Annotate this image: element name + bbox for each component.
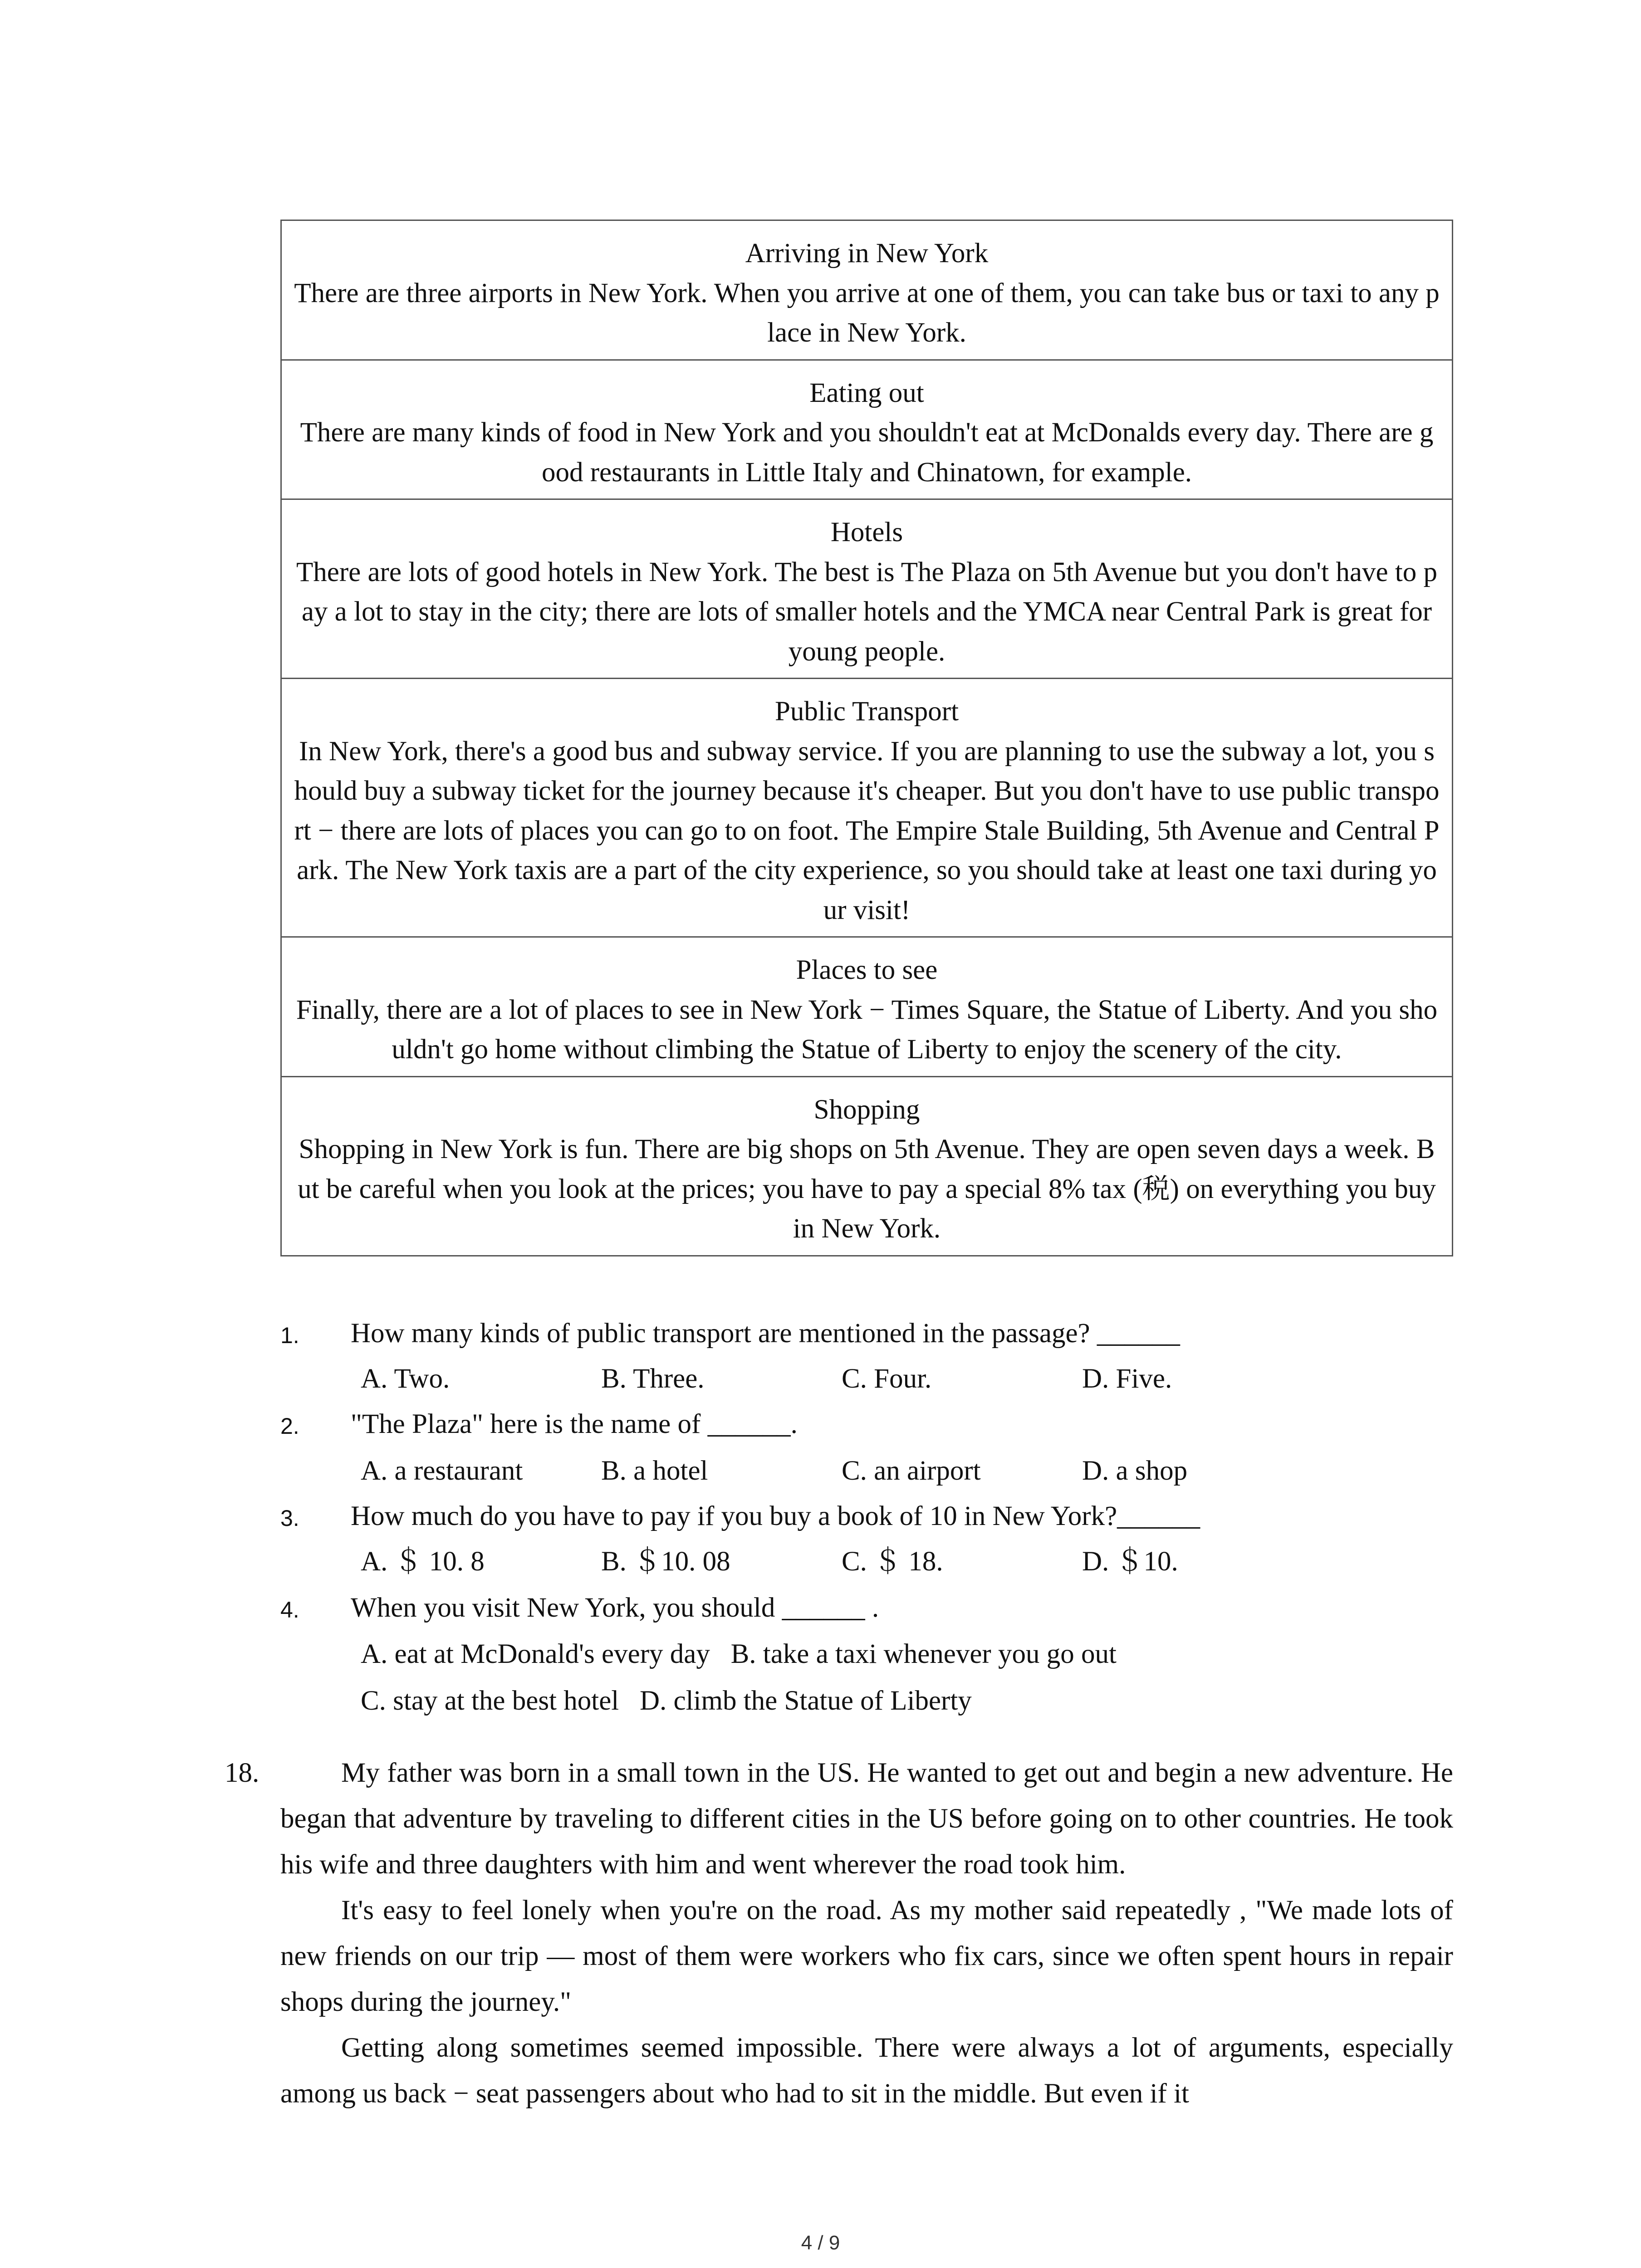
passage-paragraph: My father was born in a small town in the US. He wanted to get out and begin a new adventure. He began that adventure by traveling to different cities in the US before going on to other countries. He took his wife and three daughters with him and went wherever the road took him. bbox=[280, 1758, 1453, 1880]
table-section-shopping bbox=[282, 1077, 1452, 1255]
options-line: C. stay at the best hotel D. climb the Statue of Liberty bbox=[361, 1686, 972, 1716]
passage-paragraph: It's easy to feel lonely when you're on the road. As my mother said repeatedly , "We made lots of new friends on our trip — most of them were workers who fix cars, since we often spent hours in repair shops during the journey." bbox=[280, 1895, 1453, 2017]
section-body: There are many kinds of food in New York and you shouldn't eat at McDonalds every day. There are good restaurants in Little Italy and Chinatown, for example. bbox=[300, 417, 1434, 488]
question-stem: How many kinds of public transport are mentioned in the passage? ______ bbox=[351, 1318, 1180, 1349]
passage-18 bbox=[280, 1750, 1453, 2116]
option-b: B. ＄10. 08 bbox=[601, 1546, 730, 1577]
option-b: B. a hotel bbox=[601, 1456, 708, 1486]
table-section-public-transport bbox=[282, 679, 1452, 938]
question-number: 4. bbox=[280, 1597, 299, 1623]
table-section-eating-out bbox=[282, 361, 1452, 500]
section-title: Arriving in New York bbox=[745, 238, 989, 269]
section-body: There are three airports in New York. When you arrive at one of them, you can take bus or taxi to any place in New York. bbox=[294, 278, 1440, 348]
option-a: A. ＄ 10. 8 bbox=[361, 1546, 485, 1577]
section-title: Shopping bbox=[813, 1094, 920, 1125]
option-a: A. a restaurant bbox=[361, 1456, 523, 1486]
section-body: There are lots of good hotels in New York. The best is The Plaza on 5th Avenue but you don't have to pay a lot to stay in the city; there are lots of smaller hotels and the YMCA near Central Park is great for young people. bbox=[296, 557, 1437, 667]
info-table bbox=[280, 220, 1453, 1256]
table-section-places-to-see bbox=[282, 938, 1452, 1077]
section-body: Shopping in New York is fun. There are big shops on 5th Avenue. They are open seven days a week. But be careful when you look at the prices; you have to pay a special 8% tax (税) on everything you buy in New York. bbox=[298, 1134, 1436, 1244]
passage-number: 18. bbox=[225, 1758, 260, 1788]
page-number: 4 / 9 bbox=[801, 2232, 840, 2254]
option-d: D. Five. bbox=[1082, 1364, 1172, 1394]
option-b: B. Three. bbox=[601, 1364, 705, 1394]
section-title: Eating out bbox=[809, 377, 924, 408]
question-number: 2. bbox=[280, 1413, 299, 1439]
question-stem: How much do you have to pay if you buy a book of 10 in New York?______ bbox=[351, 1501, 1200, 1531]
section-title: Public Transport bbox=[774, 696, 959, 727]
option-a: A. Two. bbox=[361, 1364, 450, 1394]
table-section-hotels bbox=[282, 500, 1452, 679]
question-stem: "The Plaza" here is the name of ______. bbox=[351, 1409, 798, 1439]
section-body: Finally, there are a lot of places to see in New York − Times Square, the Statue of Liberty. And you shouldn't go home without climbing the Statue of Liberty to enjoy the scenery of the city. bbox=[296, 994, 1438, 1065]
section-body: In New York, there's a good bus and subway service. If you are planning to use the subway a lot, you should buy a subway ticket for the journey because it's cheaper. But you don't have to use public transport − there are lots of places you can go to on foot. The Empire Stale Building, 5th Avenue and Central Park. The New York taxis are a part of the city experience, so you should take at least one taxi during your visit! bbox=[294, 736, 1440, 925]
table-section-arriving bbox=[282, 221, 1452, 361]
question-number: 1. bbox=[280, 1323, 299, 1348]
section-title: Hotels bbox=[830, 517, 903, 547]
option-d: D. a shop bbox=[1082, 1456, 1188, 1486]
option-c: C. Four. bbox=[842, 1364, 932, 1394]
option-c: C. ＄ 18. bbox=[842, 1546, 943, 1577]
option-d: D. ＄10. bbox=[1082, 1546, 1178, 1577]
question-stem: When you visit New York, you should ______ . bbox=[351, 1593, 879, 1623]
question-number: 3. bbox=[280, 1505, 299, 1531]
options-line: A. eat at McDonald's every day B. take a taxi whenever you go out bbox=[361, 1639, 1117, 1669]
passage-paragraph: Getting along sometimes seemed impossible. There were always a lot of arguments, especially among us back − seat passengers about who had to sit in the middle. But even if it bbox=[280, 2033, 1453, 2109]
section-title: Places to see bbox=[796, 955, 938, 985]
option-c: C. an airport bbox=[842, 1456, 981, 1486]
